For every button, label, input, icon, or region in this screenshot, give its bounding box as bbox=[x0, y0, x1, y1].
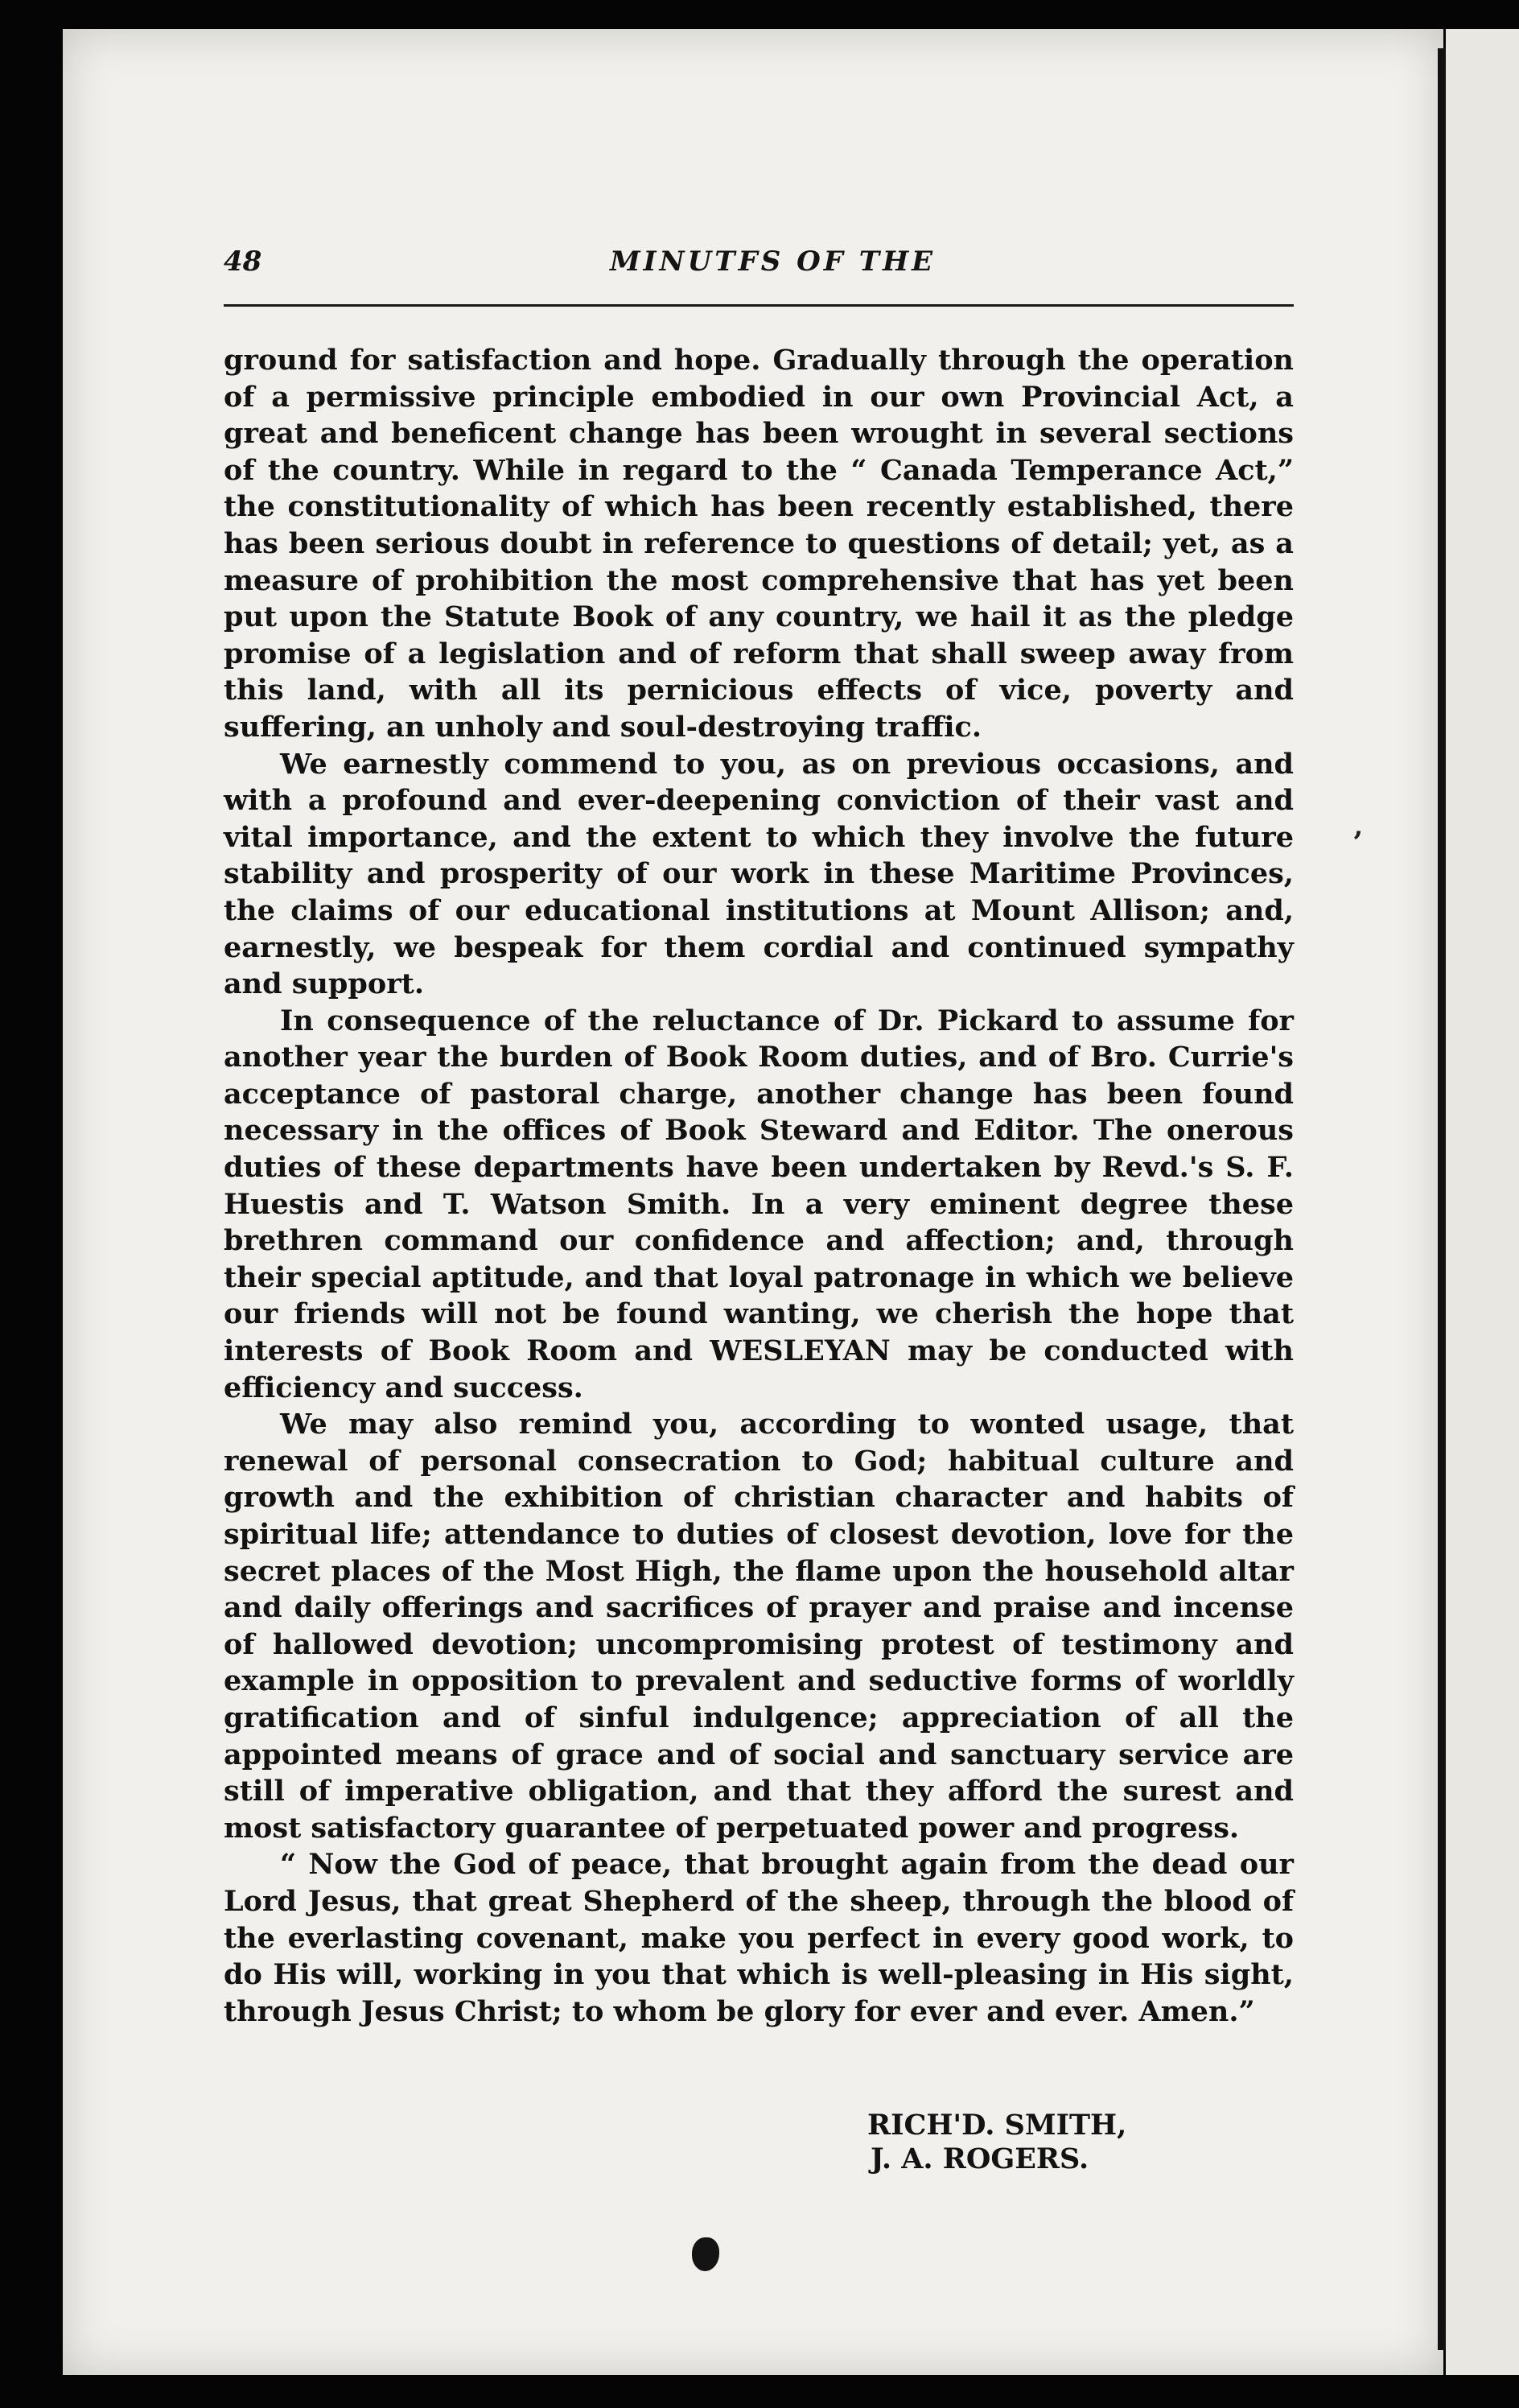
page-gutter bbox=[1438, 48, 1446, 2350]
paragraph-temperance: ground for satisfaction and hope. Gradually through the operation of a permissive principle embodied in our own Provincial Act, a great and beneficent change has been wrought in several sections of the country. While in regard to the “ Canada Temperance Act,” the constitutionality of which has been recently established, there has been serious doubt in reference to questions of detail; yet, as a measure of prohibition the most comprehensive that has yet been put upon the Statute Book of any country, we hail it as the pledge promise of a legislation and of reform that shall sweep away from this land, with all its pernicious effects of vice, poverty and suffering, an unholy and soul-destroying traffic. bbox=[224, 344, 1294, 744]
page-heading: MINUTFS OF THE bbox=[610, 245, 937, 278]
paragraph-education: We earnestly commend to you, as on previous occasions, and with a profound and ever-deepening conviction of their vast and vital importance, and the extent to which they involve the future stability and prosperity of our work in these Maritime Provinces, the claims of our educational institutions at Mount Allison; and, earnestly, we bespeak for them cordial and continued sympathy and support. bbox=[224, 747, 1294, 1001]
page-number: 48 bbox=[224, 245, 262, 278]
signature-rogers: J. A. ROGERS. bbox=[871, 2142, 1089, 2175]
margin-stray-mark: ‚ bbox=[1353, 809, 1364, 843]
running-head bbox=[224, 245, 1294, 286]
signature-block bbox=[867, 2109, 1126, 2176]
paragraph-book-room: In consequence of the reluctance of Dr. Pickard to assume for another year the burden of Book Room duties, and of Bro. Currie's acceptance of pastoral charge, another change has been found necessary in the offices of Book Steward and Editor. The onerous duties of these departments have been undertaken by Revd.'s S. F. Huestis and T. Watson Smith. In a very eminent degree these brethren command our confidence and affection; and, through their special aptitude, and that loyal patronage in which we believe our friends will not be found wanting, we cherish the hope that interests of Book Room and WESLEYAN may be conducted with efficiency and success. bbox=[224, 1004, 1294, 1404]
body-text bbox=[224, 342, 1294, 2030]
signature-smith: RICH'D. SMITH, bbox=[867, 2109, 1127, 2142]
paragraph-consecration: We may also remind you, according to wonted usage, that renewal of personal consecration to God; habitual culture and growth and the exhibition of christian character and habits of spiritual life; attendance to duties of closest devotion, love for the secret places of the Most High, the flame upon the household altar and daily offerings and sacrifices of prayer and praise and incense of hallowed devotion; uncompromising protest of testimony and example in opposition to prevalent and seductive forms of worldly gratification and of sinful indulgence; appreciation of all the appointed means of grace and of social and sanctuary service are still of imperative obligation, and that they afford the surest and most satisfactory guarantee of perpetuated power and progress. bbox=[224, 1408, 1294, 1845]
header-rule bbox=[224, 304, 1294, 307]
adjacent-page-edge bbox=[1446, 29, 1519, 2375]
paragraph-benediction: “ Now the God of peace, that brought again from the dead our Lord Jesus, that great Shepherd of the sheep, through the blood of the everlasting covenant, make you perfect in every good work, to do His will, working in you that which is well-pleasing in His sight, through Jesus Christ; to whom be glory for ever and ever. Amen.” bbox=[224, 1848, 1294, 2028]
